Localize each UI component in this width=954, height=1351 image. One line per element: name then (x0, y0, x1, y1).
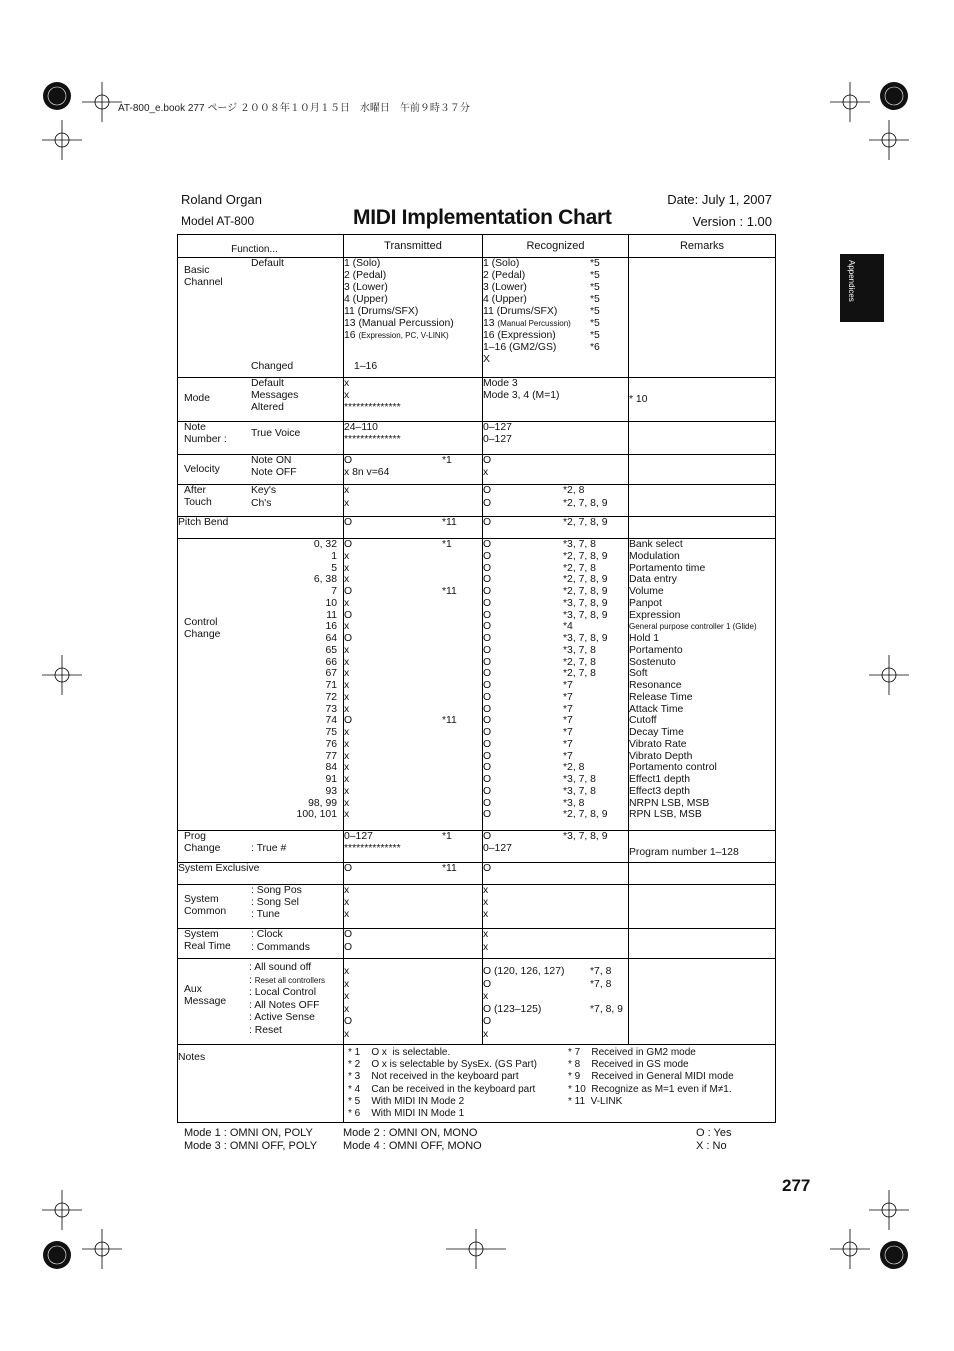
note-item: * 4 Can be received in the keyboard part (348, 1083, 536, 1095)
cc-num-row: 0, 32 (313, 539, 337, 550)
cc-rx-row: O *3, 7, 8 (483, 539, 596, 550)
cc-rem-row: Portamento time (629, 562, 706, 574)
footer-modes-right: Mode 2 : OMNI ON, MONO Mode 4 : OMNI OFF, MONO (343, 1127, 482, 1152)
cc-rem-row: Volume (629, 586, 664, 597)
cc-rx-row: O *7 (483, 738, 573, 750)
col-remarks: Remarks (629, 235, 776, 258)
srt-rx-row: x (483, 929, 489, 940)
cc-tx-row: x (344, 762, 350, 774)
cc-rem-row: Panpot (629, 597, 662, 609)
nn-rx-row: 0–127 (483, 434, 512, 445)
cc-rem-row: Data entry (629, 574, 677, 586)
cc-rem-row: Soft (629, 668, 648, 680)
cc-rem-row: Vibrato Rate (629, 738, 687, 750)
cc-rem-row: Hold 1 (629, 633, 660, 644)
nn-tx-row: ************** (344, 434, 401, 445)
mode-tx-row: ************** (344, 402, 401, 413)
vel-tx-row: O *1 (344, 455, 452, 466)
row-after-touch: After Touch Key's Ch's x x O *2, 8 O *2, 7, 8, 9 (178, 485, 776, 517)
col-function: Function... (178, 235, 344, 258)
cc-rem-row: Resonance (629, 680, 682, 691)
aux-sub-row: : Active Sense (249, 1012, 315, 1023)
cc-tx-row: x (344, 574, 350, 586)
page-title: MIDI Implementation Chart (353, 206, 612, 229)
nn-tx-row: 24–110 (344, 422, 378, 433)
cc-rx-row: O *7 (483, 680, 573, 691)
row-pitch-bend: Pitch Bend O *11 O *2, 7, 8, 9 (178, 517, 776, 539)
vel-sub-row: Note OFF (251, 467, 297, 478)
sc-rx-row: x (483, 909, 489, 920)
cc-tx-row: x (344, 644, 350, 656)
section-tab[interactable] (840, 254, 884, 322)
mode-rx-row: Mode 3, 4 (M=1) (483, 390, 560, 401)
note-item: * 7 Received in GM2 mode (568, 1047, 696, 1058)
model-name: Model AT-800 (181, 214, 255, 228)
aux-tx-row: x (344, 966, 350, 977)
cc-num-row: 67 (325, 668, 337, 680)
cc-num-row: 98, 99 (308, 797, 337, 809)
cc-tx-row: x (344, 621, 350, 633)
cc-rem-row: NRPN LSB, MSB (629, 797, 710, 809)
at-rx-row: O *2, 8 (483, 485, 585, 496)
cc-num-row: 10 (325, 597, 337, 609)
cc-rx-row: O *3, 7, 8, 9 (483, 633, 608, 644)
cc-num-row: 91 (325, 774, 337, 785)
mode-tx-row: x (344, 378, 350, 389)
aux-tx-row: x (344, 1003, 350, 1015)
row-basic-channel: Basic Channel Default Changed 1 (Solo) 2 (Pedal) 3 (Lower) 4 (Upper) 11 (Drums/SFX) 13 (Manual Percussion) 16 (Expression, PC, V-LINK) 1–16 1 (Solo) *5 2 (Pedal) *5 3 (Lower) *5 4 (Upper) *5 11 (Drums/SFX) *5 13 (Manual Percussion) *5 16 (Expression) *5 1–16 (GM2/GS) *6 X (178, 258, 776, 378)
cc-rx-row: O *7 (483, 691, 573, 703)
cc-num-row: 16 (325, 621, 337, 633)
note-item: * 10 Recognize as M=1 even if M≠1. (568, 1083, 732, 1095)
cc-num-row: 5 (331, 562, 337, 574)
cc-rx-row: O *2, 7, 8, 9 (483, 586, 608, 597)
vel-rx-row: x (483, 467, 489, 478)
srt-tx-row: O (344, 942, 353, 953)
midi-implementation-table (177, 234, 776, 1123)
bc-rx-row: 3 (Lower) *5 (483, 282, 600, 293)
cc-rem-row: Bank select (629, 539, 683, 550)
sc-sub-row: : Song Sel (251, 897, 299, 908)
aux-rx-row: O (123–125) *7, 8, 9 (483, 1003, 623, 1015)
row-note-number: Note Number : True Voice 24–110 ************** 0–127 0–127 (178, 422, 776, 455)
cc-tx-row: O *11 (344, 715, 457, 727)
row-system-realtime: System Real Time : Clock : Commands O O x x (178, 929, 776, 959)
cc-rem-row: Portamento (629, 644, 683, 656)
cc-tx-row: x (344, 738, 350, 750)
cc-tx-row: x (344, 750, 350, 762)
bc-tx-row: 1 (Solo) (344, 258, 381, 269)
cc-rx-row: O *2, 7, 8 (483, 656, 596, 668)
cc-rem-row: Effect3 depth (629, 785, 691, 797)
cc-rx-row: O *7 (483, 750, 573, 762)
aux-sub-row: : Reset all controllers (249, 974, 326, 986)
cc-rx-row: O *7 (483, 715, 573, 727)
col-recognized: Recognized (483, 235, 629, 258)
srt-tx-row: O (344, 929, 353, 940)
cc-num-row: 72 (325, 691, 337, 703)
aux-sub-row: : All sound off (249, 962, 312, 973)
note-item: * 6 With MIDI IN Mode 1 (348, 1108, 465, 1120)
mode-sub-row: Default (251, 378, 284, 389)
note-item: * 5 With MIDI IN Mode 2 (348, 1095, 465, 1107)
cc-num-row: 74 (325, 715, 337, 727)
cc-rem-row: Expression (629, 609, 681, 621)
cc-rx-row: O *7 (483, 727, 573, 738)
cc-tx-row: x (344, 797, 350, 809)
sc-tx-row: x (344, 909, 350, 920)
note-item: * 8 Received in GS mode (568, 1059, 689, 1071)
cc-rx-row: O *3, 8 (483, 797, 585, 809)
cc-rem-row: Cutoff (629, 715, 657, 727)
cc-rem-row: Attack Time (629, 703, 684, 715)
bc-tx-row: 3 (Lower) (344, 282, 388, 293)
cc-num-row: 76 (325, 738, 337, 750)
bc-tx-row: 13 (Manual Percussion) (344, 318, 454, 329)
page-number: 277 (782, 1176, 811, 1195)
sc-sub-row: : Song Pos (251, 885, 302, 896)
sc-tx-row: x (344, 897, 350, 908)
bc-tx-row: 11 (Drums/SFX) (344, 306, 419, 317)
cc-tx-row: x (344, 668, 350, 680)
srt-sub-row: : Clock (251, 929, 283, 940)
cc-num-row: 93 (325, 785, 337, 797)
cc-rx-row: O *2, 7, 8 (483, 562, 596, 574)
row-prog-change: Prog Change : True # 0–127 *1 ************** O *3, 7, 8, 9 0–127 Program number 1–128 (178, 831, 776, 863)
cc-num-row: 77 (325, 750, 337, 762)
print-header: AT-800_e.book 277 ページ ２００８年１０月１５日 水曜日 午前９時３７分 (118, 103, 470, 114)
vel-rx-row: O (483, 455, 492, 466)
cc-rem-row: Decay Time (629, 727, 684, 738)
at-sub-row: Key's (251, 485, 277, 496)
row-aux-message: Aux Message : All sound off : Reset all controllers : Local Control : All Notes OFF : Active Sense : Reset x x x x O x O (120, 126, 127) *7, 8 O *7, 8 x O (123–125) *7, 8, 9 O x (178, 959, 776, 1045)
cc-num-row: 71 (325, 680, 337, 691)
bc-tx-row: 4 (Upper) (344, 294, 388, 305)
note-item: * 3 Not received in the keyboard part (348, 1071, 519, 1083)
cc-rem-row: Portamento control (629, 762, 717, 774)
bc-tx-row: 16 (Expression, PC, V-LINK) (344, 330, 449, 341)
vel-tx-row: x 8n v=64 (344, 467, 390, 478)
bc-tx-row: 2 (Pedal) (344, 270, 387, 281)
cc-rx-row: O *2, 7, 8 (483, 668, 596, 680)
aux-rx-row: O (120, 126, 127) *7, 8 (483, 966, 612, 977)
cc-rem-row: Effect1 depth (629, 774, 691, 785)
srt-sub-row: : Commands (251, 942, 310, 953)
cc-rem-row: Vibrato Depth (629, 750, 693, 762)
cc-num-row: 11 (326, 609, 337, 621)
cc-rx-row: O *2, 7, 8, 9 (483, 550, 608, 562)
at-tx-row: x (344, 485, 350, 496)
cc-tx-row: x (344, 774, 350, 785)
at-rx-row: O *2, 7, 8, 9 (483, 498, 608, 509)
sc-tx-row: x (344, 885, 350, 896)
cc-rx-row: O *7 (483, 703, 573, 715)
cc-num-row: 100, 101 (296, 809, 337, 821)
bc-rx-row: X (483, 354, 490, 365)
aux-rx-row: x (483, 1028, 489, 1040)
cc-rem-row: RPN LSB, MSB (629, 809, 702, 821)
bc-rx-row: 1–16 (GM2/GS) *6 (483, 342, 600, 353)
cc-rem-row: Sostenuto (629, 656, 676, 668)
mode-sub-row: Altered (251, 402, 284, 413)
mode-rx-row: Mode 3 (483, 378, 518, 389)
aux-sub-row: : All Notes OFF (249, 999, 320, 1011)
cc-tx-row: x (344, 656, 350, 668)
bc-rx-row: 11 (Drums/SFX) *5 (483, 306, 600, 317)
aux-sub-row: : Local Control (249, 987, 316, 998)
cc-rx-row: O *3, 7, 8 (483, 644, 596, 656)
row-velocity: Velocity Note ON Note OFF O *1 x 8n v=64 O x (178, 455, 776, 485)
cc-tx-row: x (344, 785, 350, 797)
cc-tx-row: x (344, 562, 350, 574)
chart-date: Date: July 1, 2007 (667, 192, 772, 207)
cc-tx-row: x (344, 727, 350, 738)
cc-tx-row: x (344, 703, 350, 715)
cc-tx-row: x (344, 809, 350, 821)
cc-tx-row: O *1 (344, 539, 452, 550)
bc-rx-row: 4 (Upper) *5 (483, 294, 600, 305)
sc-sub-row: : Tune (251, 909, 280, 920)
footer-legend: O : Yes X : No (696, 1127, 732, 1152)
footer-modes-left: Mode 1 : OMNI ON, POLY Mode 3 : OMNI OFF, POLY (184, 1127, 318, 1152)
cc-tx-row: O (344, 609, 353, 621)
aux-tx-row: x (344, 991, 350, 1002)
cc-rx-row: O *3, 7, 8, 9 (483, 609, 608, 621)
cc-num-row: 7 (331, 586, 337, 597)
col-transmitted: Transmitted (344, 235, 483, 258)
cc-tx-row: x (344, 597, 350, 609)
note-item: * 1 O x is selectable. (348, 1047, 451, 1058)
aux-rx-row: x (483, 991, 489, 1002)
row-notes: Notes * 1 O x is selectable. * 2 O x is selectable by SysEx. (GS Part) * 3 Not received in the keyboard part * 4 Can be received in the keyboard part * 5 With MIDI IN Mode 2 * 6 With MIDI IN Mode 1 * 7 Received in GM2 mode * 8 Received in GS mode * 9 Received in General MIDI mode * 10 Recognize as M=1 even if M≠1. * 11 V-LINK (178, 1045, 776, 1123)
cc-num-row: 1 (331, 550, 337, 562)
cc-rem-row: Modulation (629, 550, 680, 562)
bc-rx-row: 16 (Expression) *5 (483, 330, 600, 341)
mode-tx-row: x (344, 390, 350, 401)
cc-num-row: 84 (325, 762, 337, 774)
aux-sub-row: : Reset (249, 1024, 282, 1036)
row-system-exclusive: System Exclusive O *11 O (178, 863, 776, 885)
cc-tx-row: O (344, 633, 353, 644)
cc-num-row: 6, 38 (313, 574, 337, 586)
note-item: * 9 Received in General MIDI mode (568, 1071, 734, 1083)
note-item: * 2 O x is selectable by SysEx. (GS Part) (348, 1059, 537, 1071)
note-item: * 11 V-LINK (568, 1095, 623, 1107)
cc-rx-row: O *2, 7, 8, 9 (483, 809, 608, 821)
mode-sub-row: Messages (251, 390, 299, 401)
cc-num-row: 75 (325, 727, 337, 738)
cc-rem-row: Release Time (629, 691, 693, 703)
row-system-common: System Common : Song Pos : Song Sel : Tune x x x x x x (178, 885, 776, 929)
cc-rx-row: O *3, 7, 8 (483, 785, 596, 797)
nn-rx-row: 0–127 (483, 422, 512, 433)
cc-rx-row: O *3, 7, 8, 9 (483, 597, 608, 609)
cc-rx-row: O *4 (483, 621, 573, 633)
chart-version: Version : 1.00 (692, 214, 772, 229)
cc-tx-row: x (344, 680, 350, 691)
vel-sub-row: Note ON (251, 455, 292, 466)
aux-rx-row: O (483, 1016, 492, 1027)
cc-tx-row: O *11 (344, 586, 457, 597)
row-mode: Mode Default Messages Altered x x ************** Mode 3 Mode 3, 4 (M=1) * 10 (178, 378, 776, 422)
aux-tx-row: O (344, 1016, 353, 1027)
sc-rx-row: x (483, 897, 489, 908)
cc-rx-row: O *2, 7, 8, 9 (483, 574, 608, 586)
cc-num-row: 65 (325, 644, 337, 656)
cc-num-row: 64 (325, 633, 337, 644)
srt-rx-row: x (483, 942, 489, 953)
sc-rx-row: x (483, 885, 489, 896)
cc-rx-row: O *2, 8 (483, 762, 585, 774)
section-tab-label: Appendices (847, 260, 856, 302)
cc-rem-row: General purpose controller 1 (Glide) (629, 622, 757, 632)
cc-rx-row: O *3, 7, 8 (483, 774, 596, 785)
at-tx-row: x (344, 498, 350, 509)
cc-tx-row: x (344, 691, 350, 703)
cc-num-row: 73 (325, 703, 337, 715)
aux-tx-row: x (344, 978, 350, 990)
row-control-change: Control Change 0, 32 1 5 6, 38 7 10 11 16 64 65 66 67 71 72 73 74 75 76 77 84 91 93 98, 99 100, 101 O *1 x x x O *11 x O x O x x x x x x O *11 x x x x x x x x O *3, 7, 8 O *2, 7, 8, 9 O *2, 7, 8 O *2, 7, 8, 9 O *2, 7, 8, 9 O *3, 7, 8, 9 O *3, 7, 8, 9 O *4 O *3, 7, 8, 9 O *3, 7, 8 O *2, 7, 8 O *2, 7, 8 O *7 O *7 O *7 O *7 O *7 O *7 O *7 O *2, 8 O *3, 7, 8 O *3, 7, 8 O *3, 8 O *2, 7, 8, 9 Bank select Modulation Portamento time Data entry Volume Panpot Expression General purpose controller 1 (Glide) Hold 1 Portamento Sostenuto Soft Resonance Release Time Attack Time Cutoff Decay Time Vibrato Rate Vibrato Depth Portamento control Effect1 depth Effect3 depth NRPN LSB, MSB RPN LSB, MSB (178, 539, 776, 831)
bc-rx-row: 1 (Solo) *5 (483, 258, 600, 269)
cc-tx-row: x (344, 550, 350, 562)
cc-num-row: 66 (325, 656, 337, 668)
aux-tx-row: x (344, 1028, 350, 1040)
at-sub-row: Ch's (251, 498, 272, 509)
bc-rx-row: 2 (Pedal) *5 (483, 270, 600, 281)
aux-rx-row: O *7, 8 (483, 978, 612, 990)
bc-rx-row: 13 (Manual Percussion) *5 (483, 318, 600, 329)
company-name: Roland Organ (181, 192, 262, 207)
